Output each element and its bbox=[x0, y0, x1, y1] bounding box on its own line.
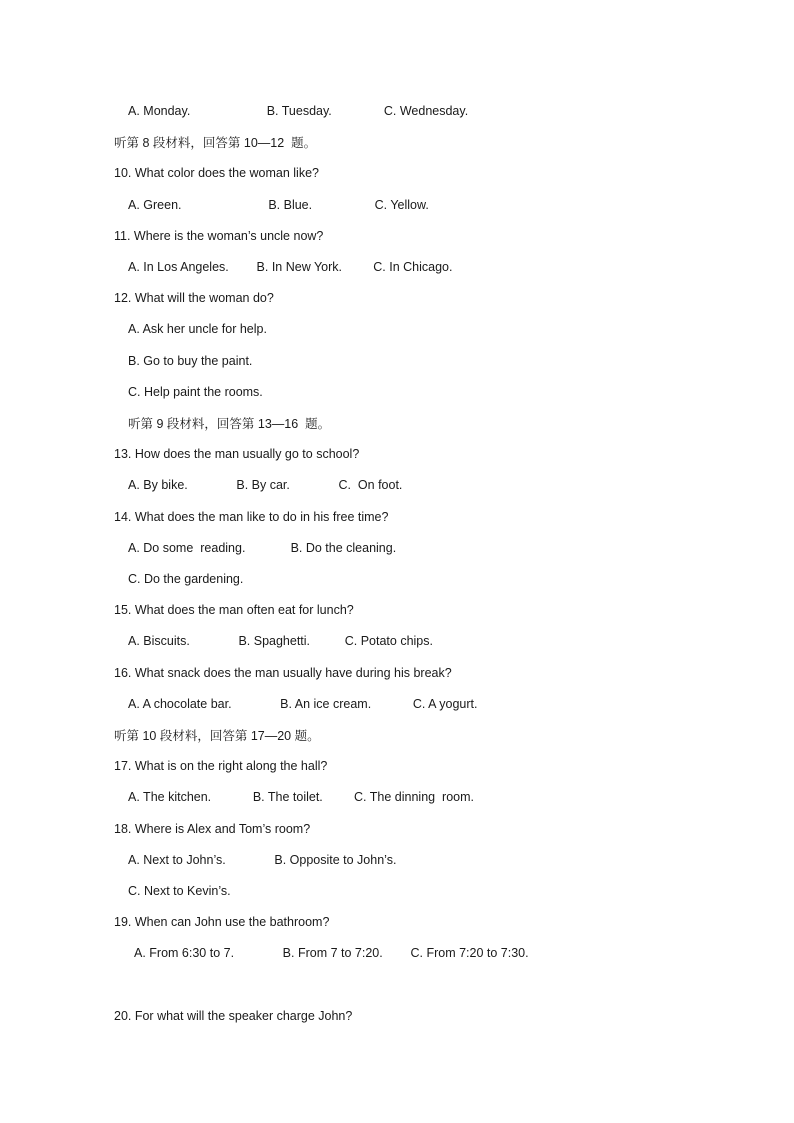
q11-options: A. In Los Angeles. B. In New York. C. In Chicago. bbox=[128, 260, 453, 274]
question-13: 13. How does the man usually go to school? bbox=[114, 447, 360, 461]
question-12: 12. What will the woman do? bbox=[114, 291, 274, 305]
question-19: 19. When can John use the bathroom? bbox=[114, 915, 330, 929]
question-11: 11. Where is the woman’s uncle now? bbox=[114, 229, 324, 243]
q15-options: A. Biscuits. B. Spaghetti. C. Potato chips. bbox=[128, 634, 433, 648]
q18-option-c: C. Next to Kevin’s. bbox=[128, 884, 231, 898]
q19-options: A. From 6:30 to 7. B. From 7 to 7:20. C. From 7:20 to 7:30. bbox=[134, 946, 529, 960]
question-20: 20. For what will the speaker charge John? bbox=[114, 1009, 353, 1023]
question-17: 17. What is on the right along the hall? bbox=[114, 759, 328, 773]
q14-option-c: C. Do the gardening. bbox=[128, 572, 244, 586]
q14-options-ab: A. Do some reading. B. Do the cleaning. bbox=[128, 541, 397, 555]
q10-options: A. Green. B. Blue. C. Yellow. bbox=[128, 198, 429, 212]
question-10: 10. What color does the woman like? bbox=[114, 166, 319, 180]
section-heading-10: 听第 10 段材料，回答第 17—20 题。 bbox=[114, 729, 320, 743]
question-14: 14. What does the man like to do in his free time? bbox=[114, 510, 389, 524]
question-15: 15. What does the man often eat for lunch? bbox=[114, 603, 354, 617]
question-18: 18. Where is Alex and Tom’s room? bbox=[114, 822, 311, 836]
q9-options: A. Monday. B. Tuesday. C. Wednesday. bbox=[128, 104, 469, 118]
section-heading-8: 听第 8 段材料，回答第 10—12 题。 bbox=[114, 136, 317, 150]
q12-option-c: C. Help paint the rooms. bbox=[128, 385, 263, 399]
q16-options: A. A chocolate bar. B. An ice cream. C. A yogurt. bbox=[128, 697, 478, 711]
section-heading-9: 听第 9 段材料，回答第 13—16 题。 bbox=[128, 417, 331, 431]
q12-option-a: A. Ask her uncle for help. bbox=[128, 322, 267, 336]
q18-options-ab: A. Next to John’s. B. Opposite to John’s. bbox=[128, 853, 397, 867]
question-16: 16. What snack does the man usually have during his break? bbox=[114, 666, 452, 680]
q12-option-b: B. Go to buy the paint. bbox=[128, 354, 253, 368]
q17-options: A. The kitchen. B. The toilet. C. The dinning room. bbox=[128, 790, 474, 804]
q13-options: A. By bike. B. By car. C. On foot. bbox=[128, 478, 403, 492]
